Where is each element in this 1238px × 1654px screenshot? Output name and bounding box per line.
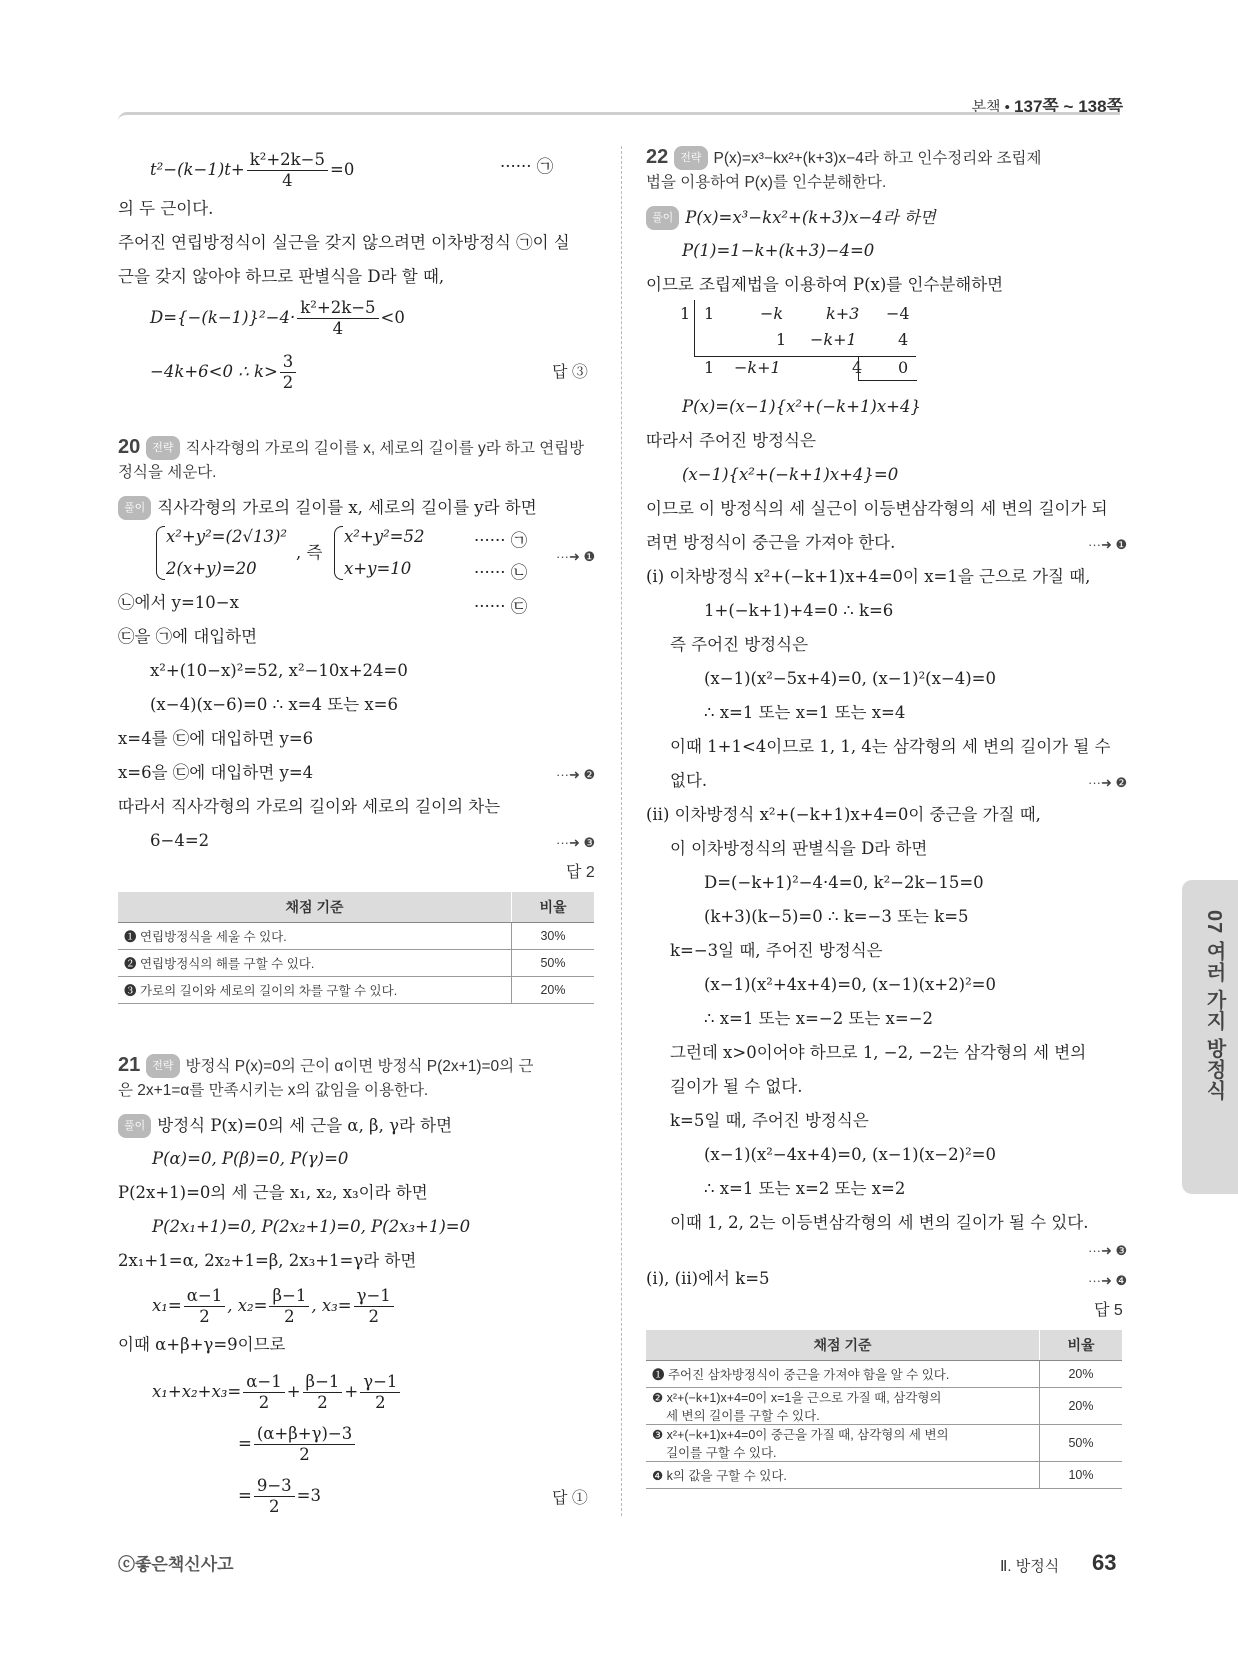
problem-22-strategy: 22 전략 P(x)=x³−kx²+(k+3)x−4라 하고 인수정리와 조립제 (646, 146, 1042, 168)
text-line: P(2x+1)=0의 세 근을 x₁, x₂, x₃이라 하면 (118, 1183, 428, 1202)
text-line: 길이가 될 수 없다. (670, 1077, 803, 1096)
answer-22: 답 5 (1094, 1302, 1123, 1319)
text-line: 주어진 연립방정식이 실근을 갖지 않으려면 이차방정식 ㉠이 실 (118, 233, 570, 252)
text-line: ㉢을 ㉠에 대입하면 (118, 627, 258, 646)
step-marker: ···➜ ❹ (1088, 1273, 1128, 1288)
eq-line: (x−1)(x²−5x+4)=0, (x−1)²(x−4)=0 (704, 669, 997, 688)
chapter-side-tab (1182, 880, 1238, 1194)
step-marker: ···➜ ❷ (556, 767, 596, 782)
table-header: 비율 (1040, 1330, 1123, 1361)
tag: ······ ㉡ (474, 563, 528, 582)
step-marker: ···➜ ❸ (556, 835, 596, 850)
table-header: 채점 기준 (118, 892, 512, 923)
system-eq: 2(x+y)=20 (166, 559, 257, 578)
text-line: 이므로 조립제법을 이용하여 P(x)를 인수분해하면 (646, 275, 1004, 294)
tag: ······ ㉢ (474, 597, 528, 616)
text-line: 려면 방정식이 중근을 가져야 한다. (646, 533, 896, 552)
eq-line: (x−4)(x−6)=0 ∴ x=4 또는 x=6 (150, 695, 398, 714)
table-row: ❶ 연립방정식을 세울 수 있다. 30% (118, 923, 594, 950)
text-line: (ⅰ) 이차방정식 x²+(−k+1)x+4=0이 x=1을 근으로 가질 때, (646, 567, 1091, 586)
text-line: (ⅱ) 이차방정식 x²+(−k+1)x+4=0이 중근을 가질 때, (646, 805, 1041, 824)
eq-line: 1+(−k+1)+4=0 ∴ k=6 (704, 601, 894, 620)
problem-21-strategy: 21 전략 방정식 P(x)=0의 근이 α이면 방정식 P(2x+1)=0의 근 (118, 1054, 534, 1076)
problem-20-strategy: 20 전략 직사각형의 가로의 길이를 x, 세로의 길이를 y라 하고 연립방 (118, 436, 585, 458)
system-connector: , 즉 (296, 543, 323, 562)
text-line: x=6을 ㉢에 대입하면 y=4 (118, 763, 314, 782)
publisher-logo: ⓒ좋은책신사고 (118, 1555, 234, 1574)
eq-line: P(x)=(x−1){x²+(−k+1)x+4} (682, 397, 922, 416)
grading-table-20 (118, 892, 594, 1004)
eq-line: 6−4=2 (150, 831, 210, 850)
solution-line: 풀이 직사각형의 가로의 길이를 x, 세로의 길이를 y라 하면 (118, 496, 537, 520)
table-row: ❶ 주어진 삼차방정식이 중근을 가져야 함을 알 수 있다. 20% (646, 1361, 1122, 1388)
eq-line: ∴ x=1 또는 x=2 또는 x=2 (704, 1179, 906, 1198)
table-row: ❹ k의 값을 구할 수 있다. 10% (646, 1462, 1122, 1489)
text-line: 이때 1, 2, 2는 이등변삼각형의 세 변의 길이가 될 수 있다. (670, 1213, 1089, 1232)
fraction: $\frac{\text{k²+2k−5}}{4}$ (247, 150, 328, 191)
tag-1: ······ ㉠ (500, 157, 554, 176)
system-eq: x+y=10 (344, 559, 412, 578)
text-line: 이 이차방정식의 판별식을 D라 하면 (670, 839, 928, 858)
eq-line: ∴ x=1 또는 x=1 또는 x=4 (704, 703, 906, 722)
text-line: 따라서 주어진 방정식은 (646, 431, 816, 450)
system-eq: x²+y²=(2√13)² (166, 527, 288, 546)
text-line: 그런데 x>0이어야 하므로 1, −2, −2는 삼각형의 세 변의 (670, 1043, 1087, 1062)
table-row: ❷ 연립방정식의 해를 구할 수 있다. 50% (118, 950, 594, 977)
text-line: ㉡에서 y=10−x (118, 593, 239, 612)
step-marker: ···➜ ❸ (1088, 1243, 1128, 1258)
strategy-text: 은 2x+1=α를 만족시키는 x의 값임을 이용한다. (118, 1082, 429, 1099)
eq-line-sum2: = $\frac{(\alpha+\beta+\gamma)-3}{2}$ (238, 1424, 357, 1465)
strategy-text: 정식을 세운다. (118, 464, 217, 481)
eq-line: P(1)=1−k+(k+3)−4=0 (682, 241, 875, 260)
page-number: 63 (1092, 1550, 1117, 1575)
grading-table-22 (646, 1330, 1122, 1489)
answer-21: 답 ① (552, 1490, 588, 1507)
eq-line: P(α)=0, P(β)=0, P(γ)=0 (152, 1149, 349, 1168)
eq-line: (x−1)(x²−4x+4)=0, (x−1)(x−2)²=0 (704, 1145, 997, 1164)
eq-line-sum3: = $\frac{9-3}{2}$ =3 (238, 1476, 321, 1516)
text-line: 이때 α+β+γ=9이므로 (118, 1335, 286, 1354)
eq-line-sum: x₁+x₂+x₃= $\frac{\alpha-1}{2}$ + $\frac{\beta-1}{2}$ + $\frac{\gamma-1}{2}$ (152, 1372, 402, 1413)
text-line: 이때 1+1<4이므로 1, 1, 4는 삼각형의 세 변의 길이가 될 수 (670, 737, 1111, 756)
eq-line: ∴ x=1 또는 x=−2 또는 x=−2 (704, 1009, 934, 1028)
eq-line-1: t²−(k−1)t+ $\frac{\text{k²+2k−5}}{4}$ =0 (150, 150, 355, 190)
brace (156, 526, 165, 580)
answer-20: 답 2 (566, 864, 595, 881)
eq-line-k: −4k+6<0 ∴ k> $\frac{3}{2}$ (150, 352, 298, 393)
chapter-label: 07 여러 가지 방정식 (1203, 910, 1225, 1101)
text-line: x=4를 ㉢에 대입하면 y=6 (118, 729, 314, 748)
text-line: 근을 갖지 않아야 하므로 판별식을 D라 할 때, (118, 267, 445, 286)
step-marker: ···➜ ❶ (556, 549, 596, 564)
text-line: 의 두 근이다. (118, 199, 214, 218)
text-line: k=−3일 때, 주어진 방정식은 (670, 941, 883, 960)
eq-line: (k+3)(k−5)=0 ∴ k=−3 또는 k=5 (704, 907, 969, 926)
header-rule (118, 112, 1120, 121)
text-line: 없다. (670, 771, 708, 790)
solution-line: 풀이 방정식 P(x)=0의 세 근을 α, β, γ라 하면 (118, 1114, 452, 1138)
eq-line: D=(−k+1)²−4·4=0, k²−2k−15=0 (704, 873, 984, 892)
answer-19: 답 ③ (552, 364, 588, 381)
eq-line: x²+(10−x)²=52, x²−10x+24=0 (150, 661, 408, 680)
strategy-text: 법을 이용하여 P(x)를 인수분해한다. (646, 174, 887, 191)
text-line: 즉 주어진 방정식은 (670, 635, 809, 654)
synthetic-division: 1 1 −k k+3 −4 1 −k+1 4 1 −k+1 4 0 (680, 300, 920, 382)
eq-line: P(2x₁+1)=0, P(2x₂+1)=0, P(2x₃+1)=0 (152, 1217, 471, 1236)
section-label: Ⅱ. 방정식 (1000, 1558, 1060, 1575)
table-row: ❸ x²+(−k+1)x+4=0이 중근을 가질 때, 삼각형의 세 변의 길이를 구할 수 있다. 50% (646, 1425, 1122, 1462)
step-marker: ···➜ ❷ (1088, 775, 1128, 790)
eq-line: (x−1)(x²+4x+4)=0, (x−1)(x+2)²=0 (704, 975, 997, 994)
text-line: 이므로 이 방정식의 세 실근이 이등변삼각형의 세 변의 길이가 되 (646, 499, 1108, 518)
eq-line-discriminant: D={−(k−1)}²−4· $\frac{\text{k²+2k−5}}{4}$ <0 (150, 298, 405, 338)
tag: ······ ㉠ (474, 531, 528, 550)
text-line: (ⅰ), (ⅱ)에서 k=5 (646, 1269, 770, 1288)
page-range: 137쪽 ~ 138쪽 (1014, 97, 1123, 116)
system-eq: x²+y²=52 (344, 527, 425, 546)
table-row: ❷ x²+(−k+1)x+4=0이 x=1을 근으로 가질 때, 삼각형의 세 변의 길이를 구할 수 있다. 20% (646, 1388, 1122, 1425)
step-marker: ···➜ ❶ (1088, 537, 1128, 552)
column-divider (621, 146, 622, 1516)
table-header: 비율 (512, 892, 595, 923)
book-label: 본책 • (971, 99, 1015, 116)
text-line: 따라서 직사각형의 가로의 길이와 세로의 길이의 차는 (118, 797, 501, 816)
text-line: k=5일 때, 주어진 방정식은 (670, 1111, 869, 1130)
table-row: ❸ 가로의 길이와 세로의 길이의 차를 구할 수 있다. 20% (118, 977, 594, 1004)
eq-line: (x−1){x²+(−k+1)x+4}=0 (682, 465, 899, 484)
text-line: 2x₁+1=α, 2x₂+1=β, 2x₃+1=γ라 하면 (118, 1251, 417, 1270)
table-header: 채점 기준 (646, 1330, 1040, 1361)
solution-line: 풀이 P(x)=x³−kx²+(k+3)x−4라 하면 (646, 206, 936, 230)
brace (334, 526, 343, 580)
eq-line-fractions: x₁= $\frac{\alpha-1}{2}$ , x₂= $\frac{\beta-1}{2}$ , x₃= $\frac{\gamma-1}{2}$ (152, 1286, 396, 1327)
